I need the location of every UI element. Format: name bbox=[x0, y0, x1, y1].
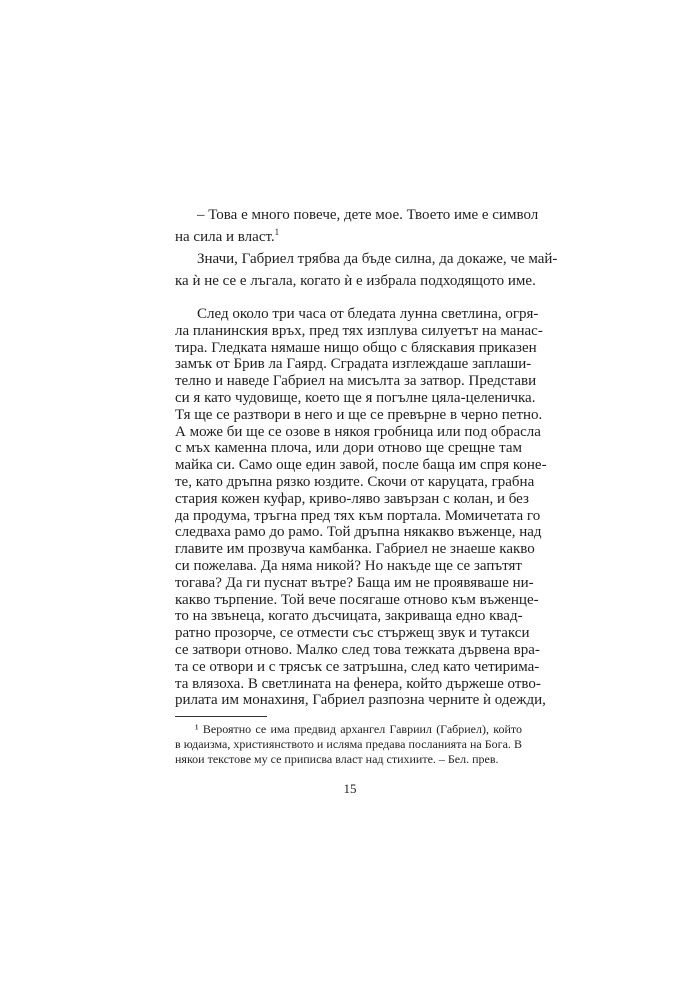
text-line: Значи, Габриел трябва да бъде силна, да докаже, че май- bbox=[197, 251, 558, 267]
text-line bbox=[175, 229, 522, 245]
text-line: тира. Гледката нямаше нищо общо с бляскавия приказен bbox=[175, 339, 537, 356]
footnote-line: в юдаизма, християнството и исляма предава посланията на Бога. В bbox=[175, 737, 522, 751]
text-line: тогава? Да ги пуснат вътре? Баща им не проявяваше ни- bbox=[175, 574, 534, 591]
footnote-line: ¹ Вероятно се има предвид архангел Гавриил (Габриел), който bbox=[195, 722, 522, 736]
text-line: ка ѝ не се е лъгала, когато ѝ е избрала подходящото име. bbox=[175, 273, 536, 289]
text-line: А може би ще се озове в някоя гробница или под обрасла bbox=[175, 423, 541, 440]
text-line: – Това е много повече, дете мое. Твоето име е символ bbox=[197, 207, 539, 223]
text-line: майка си. Само още един завой, после баща им спря коне- bbox=[175, 457, 547, 474]
text-line: те, като дръпна рязко юздите. Скочи от каруцата, грабна bbox=[175, 474, 535, 490]
text-line: рилата им монахиня, Габриел разпозна черните ѝ одежди, bbox=[175, 692, 546, 709]
text-line: да продума, тръгна пред тях към портала. Момичетата го bbox=[175, 507, 541, 524]
text-line: телно и наведе Габриел на мисълта за затвор. Представи bbox=[175, 373, 537, 390]
footnote-separator bbox=[175, 716, 267, 717]
text-line: та влязоха. В светлината на фенера, който държеше отво- bbox=[175, 675, 541, 692]
text-line: Тя ще се разтвори в него и ще се превърне в черно петно. bbox=[175, 406, 543, 423]
text-line: ратно прозорче, се отмести със стържещ звук и тутакси bbox=[175, 625, 530, 642]
text-line: ла планинския връх, пред тях изплува силуетът на манас- bbox=[175, 322, 543, 339]
text-line: какво търпение. Той вече посягаше отново към въженце- bbox=[175, 591, 539, 608]
text-line: то на звънеца, когато дъсчицата, закриваща едно квад- bbox=[175, 608, 523, 625]
page-number: 15 bbox=[343, 781, 357, 796]
text-span: на сила и власт. bbox=[175, 229, 275, 245]
text-line: си я като чудовище, което ще я погълне цяла-целеничка. bbox=[175, 390, 536, 406]
text-line: се затвори отново. Малко след това тежката дървена вра- bbox=[175, 642, 540, 658]
footnote-marker: 1 bbox=[274, 227, 280, 237]
text-line: с мъх каменна плоча, или дори отново ще срещне там bbox=[175, 440, 522, 457]
footnote-line: някои текстове му се приписва власт над стихиите. – Бел. прев. bbox=[175, 752, 499, 766]
text-line: та се отвори и с трясък се затръшна, след като четирима- bbox=[175, 658, 540, 675]
text-line: главите им прозвуча камбанка. Габриел не знаеше какво bbox=[175, 541, 535, 558]
text-line: стария кожен куфар, криво-ляво завързан с колан, и без bbox=[175, 490, 529, 507]
text-line: След около три часа от бледата лунна светлина, огря- bbox=[197, 306, 539, 322]
text-line: си пожелава. Да няма никой? Но накъде ще се запътят bbox=[175, 558, 522, 574]
text-line: следваха рамо до рамо. Той дръпна някакво въженце, над bbox=[175, 524, 542, 541]
text-line: замък от Брив ла Гаярд. Сградата изглеждаше заплаши- bbox=[175, 356, 532, 373]
